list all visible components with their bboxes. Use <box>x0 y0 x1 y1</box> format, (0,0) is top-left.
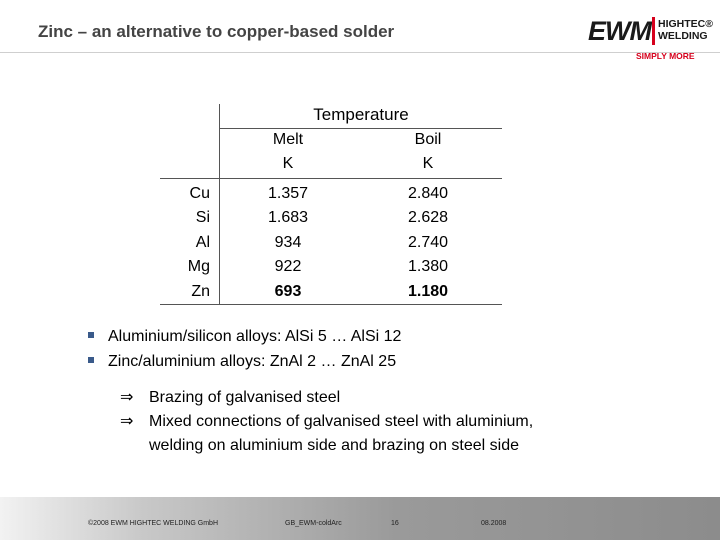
bullet-item <box>88 349 401 374</box>
ewm-logo <box>588 14 713 64</box>
table-body-rule <box>160 178 502 179</box>
logo-line2: WELDING <box>658 30 708 42</box>
implies-arrow-icon: ⇒ <box>120 413 134 430</box>
implication-text: Brazing of galvanised steel <box>149 389 341 406</box>
logo-subtext <box>658 18 713 42</box>
table-vertical-rule <box>219 104 220 304</box>
implication-text: welding on aluminium side and brazing on steel side <box>149 437 519 454</box>
boil-header: Boil <box>414 131 442 148</box>
table-bottom-rule <box>160 304 502 305</box>
logo-line1: HIGHTEC® <box>658 18 713 30</box>
implication-text: Mixed connections of galvanised steel with aluminium, <box>149 413 534 430</box>
row-melt: 1.357 <box>267 185 309 202</box>
melt-header: Melt <box>272 131 304 148</box>
implies-arrow-icon: ⇒ <box>120 389 134 406</box>
bullet-list <box>88 324 401 374</box>
bullet-text: Zinc/aluminium alloys: ZnAl 2 … ZnAl 25 <box>108 353 397 370</box>
boil-unit: K <box>422 155 434 172</box>
row-element: Mg <box>187 258 210 275</box>
row-boil: 2.840 <box>407 185 449 202</box>
row-boil: 2.628 <box>407 209 449 226</box>
bullet-text: Aluminium/silicon alloys: AlSi 5 … AlSi 12 <box>108 328 402 345</box>
bullet-square-icon <box>88 357 94 363</box>
melt-unit: K <box>282 155 294 172</box>
row-melt: 922 <box>274 258 302 275</box>
row-boil-highlight: 1.180 <box>407 283 449 300</box>
bullet-square-icon <box>88 332 94 338</box>
row-element: Zn <box>191 283 210 300</box>
implication-continuation <box>120 434 533 458</box>
row-element: Si <box>195 209 210 226</box>
row-boil: 1.380 <box>407 258 449 275</box>
footer-page-number: 16 <box>391 520 399 527</box>
row-element: Al <box>195 234 210 251</box>
footer-copyright: ©2008 EWM HIGHTEC WELDING GmbH <box>88 520 219 527</box>
row-element: Cu <box>189 185 210 202</box>
logo-brand: EWM <box>588 16 651 46</box>
logo-bar-icon <box>652 17 655 45</box>
temperature-header: Temperature <box>313 105 409 124</box>
implication-list <box>120 386 533 458</box>
footer-date: 08.2008 <box>481 520 507 527</box>
implication-item <box>120 386 533 410</box>
row-melt: 1.683 <box>267 209 309 226</box>
row-boil: 2.740 <box>407 234 449 251</box>
logo-tagline: SIMPLY MORE <box>636 51 695 61</box>
row-melt: 934 <box>274 234 302 251</box>
footer-bar <box>0 497 720 540</box>
slide-title: Zinc – an alternative to copper-based solder <box>38 22 395 41</box>
bullet-item <box>88 324 401 349</box>
footer-file: GB_EWM-coldArc <box>285 520 342 527</box>
row-melt-highlight: 693 <box>274 283 302 300</box>
implication-item <box>120 410 533 434</box>
